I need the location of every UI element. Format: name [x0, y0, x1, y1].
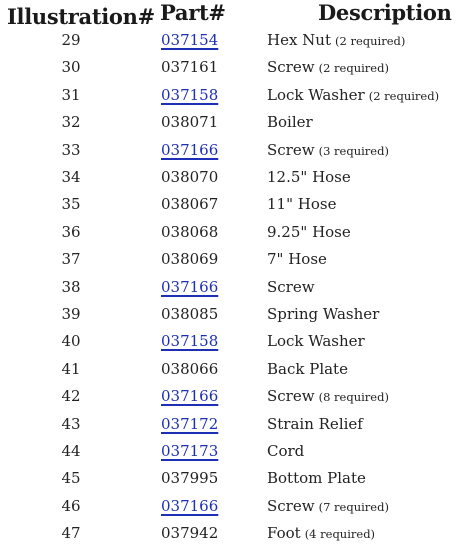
- part-description: [267, 497, 389, 515]
- part-description: [267, 31, 405, 49]
- illustration-number: 42: [61, 387, 81, 406]
- part-description-text: Bottom Plate: [267, 469, 366, 488]
- table-row: [0, 141, 465, 168]
- part-number: 038069: [161, 250, 219, 269]
- part-description: [267, 387, 389, 405]
- illustration-number: 47: [61, 524, 81, 543]
- table-row: [0, 223, 465, 250]
- part-number-link[interactable]: 037166: [161, 387, 219, 406]
- table-row: [0, 86, 465, 113]
- table-row: [0, 278, 465, 305]
- illustration-number: 41: [61, 359, 81, 378]
- part-description-text: 11" Hose: [267, 195, 337, 214]
- part-number-link[interactable]: 037173: [161, 442, 219, 460]
- illustration-number: 43: [61, 414, 81, 433]
- part-description: [267, 305, 379, 323]
- table-row: [0, 195, 465, 222]
- part-description: [267, 195, 336, 213]
- part-description-text: Screw: [267, 387, 315, 406]
- table-row: [0, 168, 465, 195]
- table-row: [0, 415, 465, 442]
- table-row: [0, 360, 465, 387]
- illustration-number: 45: [61, 469, 81, 488]
- part-description-text: 9.25" Hose: [267, 222, 351, 241]
- quantity-note: (2 required): [368, 88, 440, 103]
- table-row: [0, 113, 465, 140]
- table-row: [0, 250, 465, 277]
- illustration-number: 40: [61, 332, 81, 351]
- part-description: [267, 360, 348, 378]
- table-row: [0, 387, 465, 414]
- part-number: 038070: [161, 168, 219, 186]
- part-number: 038071: [161, 113, 219, 132]
- quantity-note: (7 required): [318, 499, 389, 514]
- part-number: 037942: [161, 524, 219, 543]
- part-description-text: Boiler: [267, 113, 313, 132]
- table-row: [0, 332, 465, 359]
- part-description: [267, 469, 366, 487]
- part-description-text: Spring Washer: [267, 305, 380, 323]
- description-column-header: Description: [318, 0, 452, 25]
- part-number-link[interactable]: 037172: [161, 414, 219, 433]
- part-description-text: Lock Washer: [267, 85, 365, 104]
- part-description-text: Screw: [267, 140, 315, 159]
- table-row: [0, 497, 465, 524]
- part-number-link[interactable]: 037158: [161, 85, 219, 104]
- part-description: [267, 442, 304, 460]
- part-number: 038066: [161, 359, 219, 378]
- table-row: [0, 31, 465, 58]
- part-description: [267, 141, 389, 159]
- part-description: [267, 250, 327, 268]
- part-number: 038067: [161, 195, 219, 214]
- part-number: 038068: [161, 222, 219, 241]
- part-description-text: 12.5" Hose: [267, 168, 351, 186]
- part-description-text: 7" Hose: [267, 250, 327, 269]
- quantity-note: (8 required): [318, 390, 389, 405]
- illustration-number: 31: [61, 85, 81, 104]
- illustration-number: 36: [61, 222, 81, 241]
- illustration-number: 34: [61, 168, 81, 186]
- table-row: [0, 305, 465, 332]
- illustration-number: 37: [61, 250, 81, 269]
- illustration-column-header: Illustration#: [7, 4, 155, 29]
- part-number-link[interactable]: 037166: [161, 496, 219, 515]
- quantity-note: (4 required): [304, 527, 376, 542]
- part-description-text: Screw: [267, 277, 315, 296]
- part-number-link[interactable]: 037154: [161, 31, 219, 49]
- part-description-text: Screw: [267, 496, 315, 515]
- part-description: [267, 278, 315, 296]
- part-description-text: Hex Nut: [267, 31, 331, 49]
- part-description-text: Foot: [267, 524, 301, 543]
- illustration-number: 29: [61, 31, 81, 49]
- part-number: 038085: [161, 305, 219, 323]
- illustration-number: 39: [61, 305, 81, 323]
- illustration-number: 38: [61, 277, 81, 296]
- part-number-link[interactable]: 037166: [161, 277, 219, 296]
- part-description-text: Lock Washer: [267, 332, 365, 351]
- quantity-note: (2 required): [318, 61, 389, 76]
- part-description: [267, 332, 365, 350]
- part-description: [267, 415, 363, 433]
- illustration-number: 46: [61, 496, 81, 515]
- part-description: [267, 168, 351, 186]
- illustration-number: 35: [61, 195, 81, 214]
- part-column-header: Part#: [160, 0, 226, 25]
- part-description: [267, 223, 351, 241]
- table-row: [0, 442, 465, 469]
- part-number: 037995: [161, 469, 219, 488]
- part-description-text: Strain Relief: [267, 414, 363, 433]
- part-description: [267, 113, 313, 131]
- table-row: [0, 58, 465, 85]
- illustration-number: 33: [61, 140, 81, 159]
- illustration-number: 32: [61, 113, 81, 132]
- part-number-link[interactable]: 037158: [161, 332, 219, 351]
- part-description: [267, 58, 389, 76]
- table-row: [0, 524, 465, 551]
- part-description: [267, 524, 375, 542]
- part-description-text: Back Plate: [267, 359, 348, 378]
- part-number-link[interactable]: 037166: [161, 140, 219, 159]
- quantity-note: (3 required): [318, 143, 389, 158]
- part-description-text: Screw: [267, 58, 315, 77]
- part-description: [267, 86, 439, 104]
- illustration-number: 44: [61, 442, 81, 460]
- part-number: 037161: [161, 58, 219, 77]
- part-description-text: Cord: [267, 442, 305, 460]
- table-row: [0, 469, 465, 496]
- illustration-number: 30: [61, 58, 81, 77]
- quantity-note: (2 required): [335, 34, 406, 48]
